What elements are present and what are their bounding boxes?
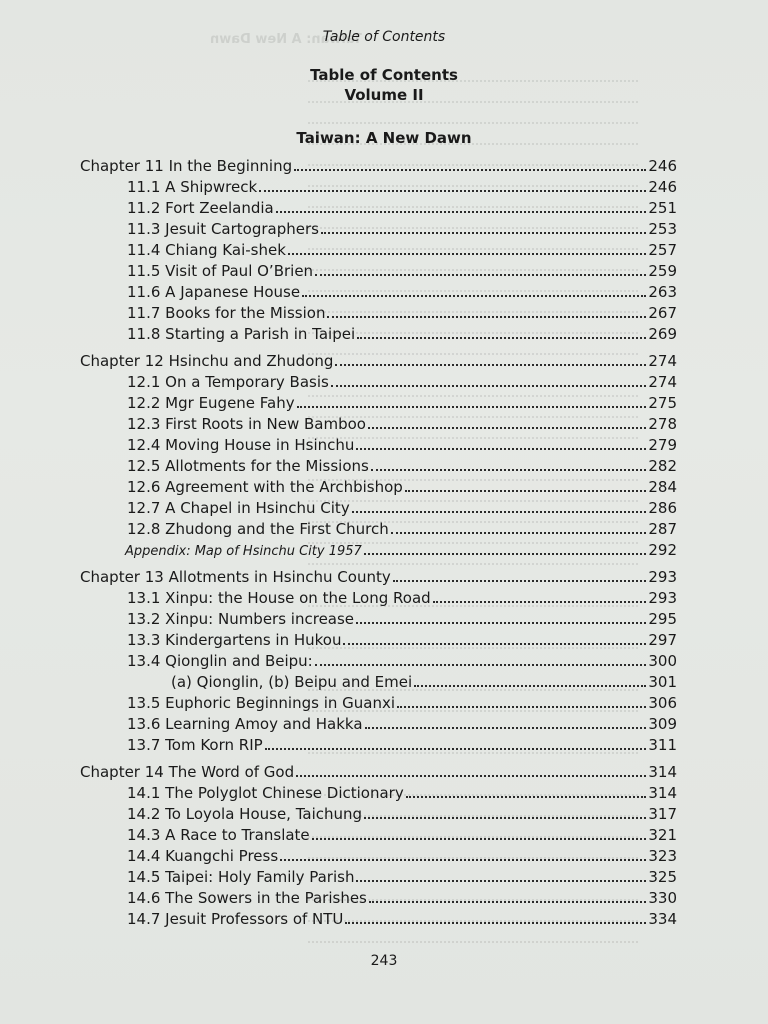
entry-page-number: 325 bbox=[648, 868, 677, 886]
section-entry bbox=[80, 735, 677, 756]
subsection-entry bbox=[80, 672, 677, 693]
entry-title: Chapter 13 Allotments in Hsinchu County bbox=[80, 568, 391, 586]
entry-page-number: 301 bbox=[648, 673, 677, 691]
section-entry bbox=[80, 588, 677, 609]
entry-title: 14.1 The Polyglot Chinese Dictionary bbox=[127, 784, 404, 802]
entry-title: 11.3 Jesuit Cartographers bbox=[127, 220, 319, 238]
dot-leader bbox=[391, 531, 647, 534]
dot-leader bbox=[265, 747, 647, 750]
running-head: Table of Contents bbox=[322, 29, 446, 45]
section-entry bbox=[80, 324, 677, 345]
entry-page-number: 314 bbox=[648, 763, 677, 781]
dot-leader bbox=[276, 210, 647, 213]
entry-page-number: 279 bbox=[648, 436, 677, 454]
entry-title: Chapter 12 Hsinchu and Zhudong bbox=[80, 352, 334, 370]
entry-page-number: 334 bbox=[648, 910, 677, 928]
page-number: 243 bbox=[370, 953, 398, 969]
entry-title: 11.6 A Japanese House bbox=[127, 283, 301, 301]
entry-page-number: 274 bbox=[648, 352, 677, 370]
entry-page-number: 293 bbox=[648, 568, 677, 586]
entry-title: 12.5 Allotments for the Missions bbox=[127, 457, 369, 475]
dot-leader bbox=[365, 726, 647, 729]
entry-title: 11.2 Fort Zeelandia bbox=[127, 199, 274, 217]
entry-page-number: 246 bbox=[648, 178, 677, 196]
entry-title: 13.1 Xinpu: the House on the Long Road bbox=[127, 589, 431, 607]
section-entry bbox=[80, 888, 677, 909]
entry-page-number: 300 bbox=[648, 652, 677, 670]
entry-title: 14.3 A Race to Translate bbox=[127, 826, 310, 844]
chapter-heading bbox=[80, 351, 677, 372]
section-entry bbox=[80, 456, 677, 477]
entry-title: 13.2 Xinpu: Numbers increase bbox=[127, 610, 355, 628]
entry-title: 12.7 A Chapel in Hsinchu City bbox=[127, 499, 350, 517]
dot-leader bbox=[345, 921, 646, 924]
dot-leader bbox=[357, 336, 646, 339]
section-entry bbox=[80, 609, 677, 630]
chapter-block bbox=[80, 156, 677, 345]
section-entry bbox=[80, 393, 677, 414]
section-entry bbox=[80, 693, 677, 714]
dot-leader bbox=[302, 294, 646, 297]
dot-leader bbox=[297, 405, 647, 408]
entry-title: 11.1 A Shipwreck bbox=[127, 178, 258, 196]
chapter-heading bbox=[80, 762, 677, 783]
entry-title: Chapter 14 The Word of God bbox=[80, 763, 295, 781]
entry-title: 11.7 Books for the Mission bbox=[127, 304, 326, 322]
section-entry bbox=[80, 714, 677, 735]
entry-title: 14.7 Jesuit Professors of NTU bbox=[127, 910, 344, 928]
dot-leader bbox=[315, 273, 646, 276]
dot-leader bbox=[280, 858, 646, 861]
section-entry bbox=[80, 846, 677, 867]
show-through-heading: Taiwan: A New Dawn bbox=[210, 32, 362, 47]
section-entry bbox=[80, 414, 677, 435]
dot-leader bbox=[364, 816, 646, 819]
dot-leader bbox=[356, 447, 646, 450]
dot-leader bbox=[368, 426, 646, 429]
entry-title: 14.5 Taipei: Holy Family Parish bbox=[127, 868, 355, 886]
section-entry bbox=[80, 261, 677, 282]
entry-page-number: 263 bbox=[648, 283, 677, 301]
dot-leader bbox=[259, 189, 646, 192]
entry-title: 12.3 First Roots in New Bamboo bbox=[127, 415, 366, 433]
section-entry bbox=[80, 825, 677, 846]
entry-page-number: 321 bbox=[648, 826, 677, 844]
dot-leader bbox=[327, 315, 646, 318]
entry-title: 12.8 Zhudong and the First Church bbox=[127, 520, 389, 538]
entry-page-number: 306 bbox=[648, 694, 677, 712]
dot-leader bbox=[356, 621, 646, 624]
section-entry bbox=[80, 519, 677, 540]
entry-page-number: 259 bbox=[648, 262, 677, 280]
entry-title: 13.4 Qionglin and Beipu: bbox=[127, 652, 313, 670]
section-entry bbox=[80, 477, 677, 498]
chapter-block bbox=[80, 762, 677, 930]
dot-leader bbox=[393, 579, 647, 582]
chapter-block bbox=[80, 351, 677, 561]
entry-title: 11.5 Visit of Paul O’Brien bbox=[127, 262, 314, 280]
section-entry bbox=[80, 435, 677, 456]
table-of-contents bbox=[80, 156, 677, 936]
entry-page-number: 251 bbox=[648, 199, 677, 217]
appendix-entry bbox=[80, 540, 677, 561]
section-entry bbox=[80, 372, 677, 393]
entry-title: (a) Qionglin, (b) Beipu and Emei bbox=[171, 673, 413, 691]
entry-page-number: 330 bbox=[648, 889, 677, 907]
entry-page-number: 314 bbox=[648, 784, 677, 802]
dot-leader bbox=[406, 795, 647, 798]
entry-page-number: 286 bbox=[648, 499, 677, 517]
dot-leader bbox=[294, 168, 646, 171]
dot-leader bbox=[397, 705, 646, 708]
entry-page-number: 269 bbox=[648, 325, 677, 343]
entry-page-number: 317 bbox=[648, 805, 677, 823]
section-entry bbox=[80, 867, 677, 888]
dot-leader bbox=[356, 879, 646, 882]
section-entry bbox=[80, 498, 677, 519]
entry-page-number: 295 bbox=[648, 610, 677, 628]
entry-page-number: 246 bbox=[648, 157, 677, 175]
page-title bbox=[0, 65, 768, 105]
entry-title: 12.1 On a Temporary Basis bbox=[127, 373, 329, 391]
entry-page-number: 292 bbox=[648, 541, 677, 559]
entry-page-number: 284 bbox=[648, 478, 677, 496]
section-entry bbox=[80, 282, 677, 303]
entry-title: Appendix: Map of Hsinchu City 1957 bbox=[125, 544, 362, 559]
chapter-heading bbox=[80, 156, 677, 177]
section-entry bbox=[80, 651, 677, 672]
entry-title: 11.8 Starting a Parish in Taipei bbox=[127, 325, 356, 343]
entry-title: 12.2 Mgr Eugene Fahy bbox=[127, 394, 295, 412]
dot-leader bbox=[335, 363, 646, 366]
chapter-heading bbox=[80, 567, 677, 588]
dot-leader bbox=[369, 900, 646, 903]
entry-page-number: 274 bbox=[648, 373, 677, 391]
section-title: Taiwan: A New Dawn bbox=[296, 129, 472, 147]
entry-title: 13.6 Learning Amoy and Hakka bbox=[127, 715, 363, 733]
entry-page-number: 287 bbox=[648, 520, 677, 538]
entry-page-number: 267 bbox=[648, 304, 677, 322]
volume-line: Volume II bbox=[344, 86, 424, 104]
entry-title: 13.3 Kindergartens in Hukou bbox=[127, 631, 342, 649]
entry-page-number: 323 bbox=[648, 847, 677, 865]
section-entry bbox=[80, 783, 677, 804]
entry-page-number: 293 bbox=[648, 589, 677, 607]
entry-title: 14.6 The Sowers in the Parishes bbox=[127, 889, 367, 907]
entry-page-number: 257 bbox=[648, 241, 677, 259]
dot-leader bbox=[343, 642, 646, 645]
entry-title: 14.4 Kuangchi Press bbox=[127, 847, 279, 865]
entry-title: 13.7 Tom Korn RIP bbox=[127, 736, 263, 754]
entry-page-number: 309 bbox=[648, 715, 677, 733]
dot-leader bbox=[321, 231, 646, 234]
dot-leader bbox=[296, 774, 646, 777]
dot-leader bbox=[371, 468, 647, 471]
section-entry bbox=[80, 219, 677, 240]
entry-page-number: 275 bbox=[648, 394, 677, 412]
entry-page-number: 278 bbox=[648, 415, 677, 433]
entry-page-number: 253 bbox=[648, 220, 677, 238]
section-entry bbox=[80, 177, 677, 198]
chapter-block bbox=[80, 567, 677, 756]
entry-title: Chapter 11 In the Beginning bbox=[80, 157, 293, 175]
entry-title: 12.4 Moving House in Hsinchu bbox=[127, 436, 355, 454]
section-entry bbox=[80, 630, 677, 651]
dot-leader bbox=[414, 684, 646, 687]
entry-title: 12.6 Agreement with the Archbishop bbox=[127, 478, 403, 496]
dot-leader bbox=[405, 489, 647, 492]
section-entry bbox=[80, 804, 677, 825]
section-entry bbox=[80, 909, 677, 930]
dot-leader bbox=[315, 663, 647, 666]
section-entry bbox=[80, 240, 677, 261]
section-entry bbox=[80, 303, 677, 324]
section-entry bbox=[80, 198, 677, 219]
dot-leader bbox=[312, 837, 647, 840]
entry-page-number: 297 bbox=[648, 631, 677, 649]
entry-title: 13.5 Euphoric Beginnings in Guanxi bbox=[127, 694, 396, 712]
entry-page-number: 311 bbox=[648, 736, 677, 754]
dot-leader bbox=[352, 510, 647, 513]
entry-page-number: 282 bbox=[648, 457, 677, 475]
title-line: Table of Contents bbox=[310, 66, 458, 84]
dot-leader bbox=[433, 600, 647, 603]
entry-title: 11.4 Chiang Kai-shek bbox=[127, 241, 286, 259]
dot-leader bbox=[331, 384, 647, 387]
dot-leader bbox=[364, 552, 647, 555]
entry-title: 14.2 To Loyola House, Taichung bbox=[127, 805, 363, 823]
dot-leader bbox=[288, 252, 646, 255]
